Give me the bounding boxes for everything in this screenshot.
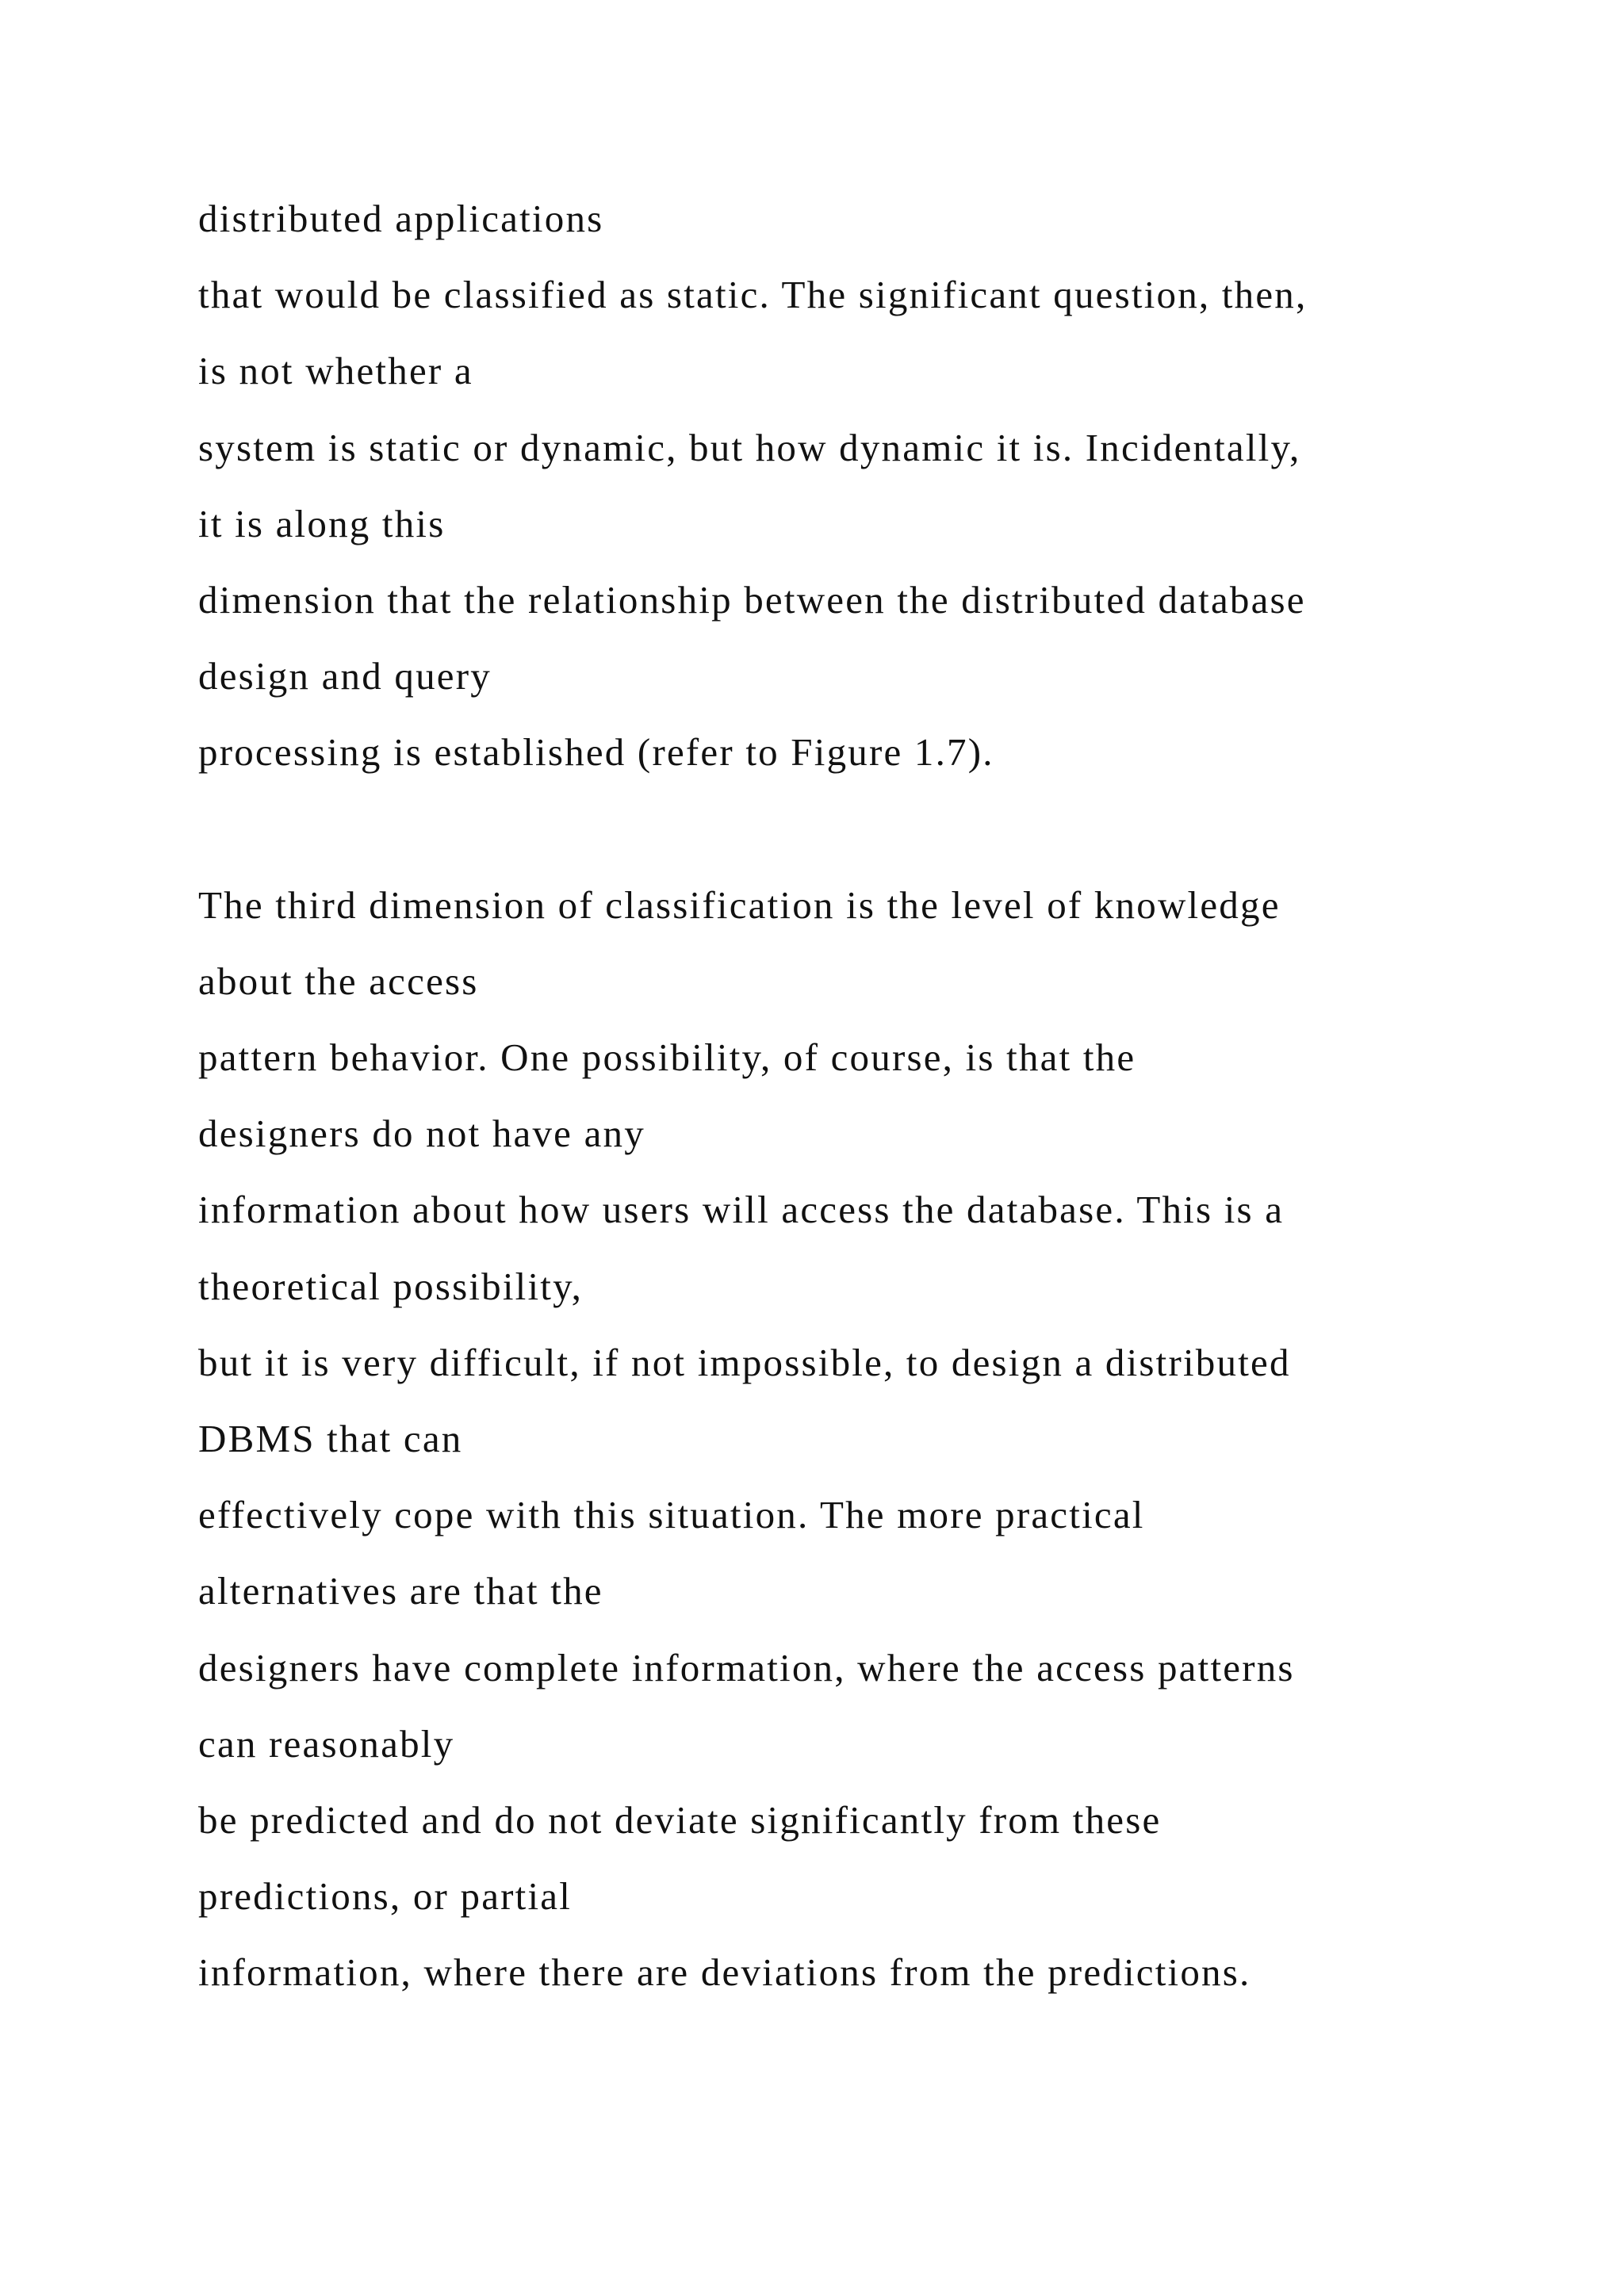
text-line: designers have complete information, where the access patterns — [198, 1645, 1295, 1689]
text-line: predictions, or partial — [198, 1874, 573, 1919]
text-line: alternatives are that the — [198, 1569, 603, 1613]
document-body — [198, 181, 1546, 2011]
text-line: The third dimension of classification is the level of knowledge — [198, 882, 1281, 927]
paragraph-spacer — [198, 791, 1546, 867]
text-line: theoretical possibility, — [198, 1264, 584, 1308]
text-line: DBMS that can — [198, 1417, 463, 1460]
text-line: design and query — [198, 654, 492, 698]
text-line: is not whether a — [198, 349, 473, 393]
text-line: processing is established (refer to Figure 1.7). — [198, 730, 994, 775]
text-line: pattern behavior. One possibility, of course, is that the — [198, 1035, 1136, 1080]
text-line: system is static or dynamic, but how dynamic it is. Incidentally, — [198, 425, 1301, 469]
text-line: about the access — [198, 959, 479, 1003]
text-line: dimension that the relationship between the distributed database — [198, 577, 1306, 622]
text-line: information, where there are deviations from the predictions. — [198, 1950, 1251, 1995]
text-line: but it is very difficult, if not impossible, to design a distributed — [198, 1340, 1291, 1384]
paragraph-1 — [198, 181, 1546, 791]
text-line: that would be classified as static. The significant question, then, — [198, 273, 1308, 317]
paragraph-2 — [198, 867, 1546, 2011]
text-line: effectively cope with this situation. The more practical — [198, 1493, 1145, 1537]
text-line: distributed applications — [198, 197, 604, 240]
text-line: be predicted and do not deviate significantly from these — [198, 1797, 1162, 1842]
text-line: information about how users will access the database. This is a — [198, 1188, 1285, 1232]
text-line: can reasonably — [198, 1721, 455, 1766]
text-line: it is along this — [198, 501, 446, 545]
text-line: designers do not have any — [198, 1112, 645, 1156]
